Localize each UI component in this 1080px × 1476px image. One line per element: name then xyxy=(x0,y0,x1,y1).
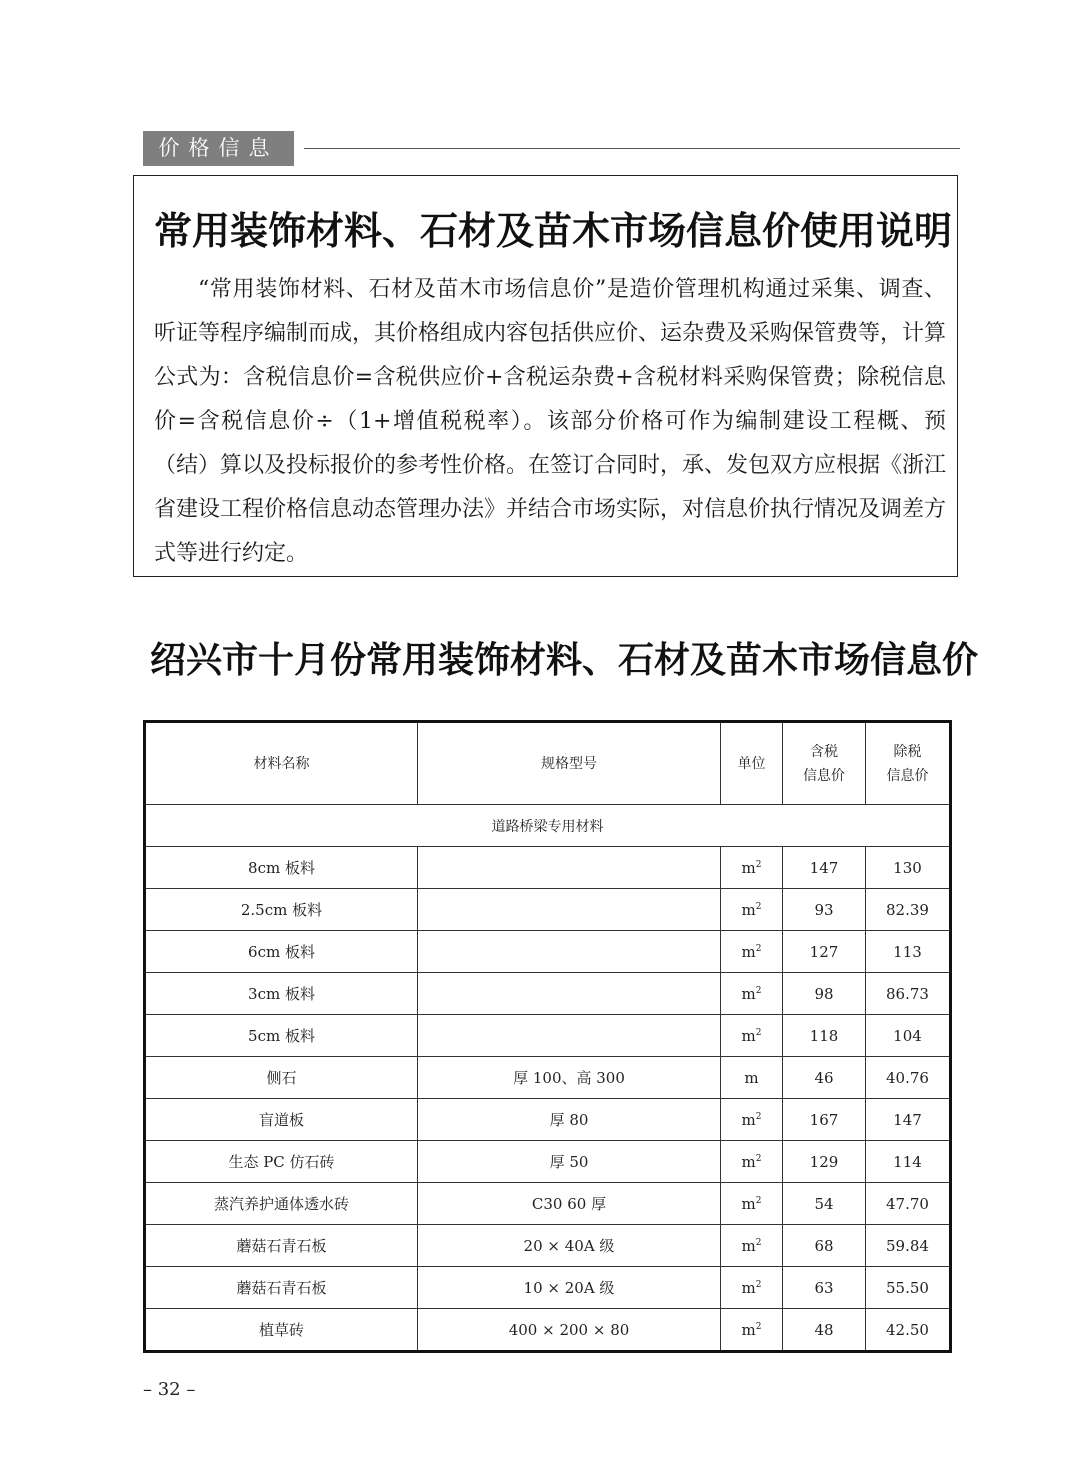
cell-name: 生态 PC 仿石砖 xyxy=(145,1141,418,1183)
cell-unit xyxy=(721,1141,783,1183)
table-row xyxy=(145,889,951,931)
unit-exponent: 2 xyxy=(755,985,762,996)
cell-spec: 厚 50 xyxy=(418,1141,721,1183)
cell-name: 蒸汽养护通体透水砖 xyxy=(145,1183,418,1225)
cell-name: 6cm 板料 xyxy=(145,931,418,973)
cell-spec: 厚 80 xyxy=(418,1099,721,1141)
cell-tax-excl: 82.39 xyxy=(866,889,951,931)
cell-tax-incl: 68 xyxy=(783,1225,866,1267)
cell-spec: C30 60 厚 xyxy=(418,1183,721,1225)
cell-spec: 10 × 20A 级 xyxy=(418,1267,721,1309)
cell-tax-incl: 118 xyxy=(783,1015,866,1057)
unit-exponent: 2 xyxy=(755,1279,762,1290)
unit-exponent: 2 xyxy=(755,1153,762,1164)
unit-base: m xyxy=(741,1152,756,1171)
cell-unit xyxy=(721,1267,783,1309)
unit-exponent: 2 xyxy=(755,859,762,870)
cell-spec xyxy=(418,889,721,931)
cell-tax-excl: 113 xyxy=(866,931,951,973)
unit-exponent: 2 xyxy=(755,1111,762,1122)
section-tag: 价格信息 xyxy=(143,131,294,166)
cell-tax-excl: 86.73 xyxy=(866,973,951,1015)
cell-tax-excl: 114 xyxy=(866,1141,951,1183)
cell-unit xyxy=(721,889,783,931)
unit-exponent: 2 xyxy=(755,1237,762,1248)
header-tax-excl-line1: 除税 xyxy=(893,743,922,760)
cell-name: 植草砖 xyxy=(145,1309,418,1352)
table-row xyxy=(145,973,951,1015)
cell-tax-excl: 47.70 xyxy=(866,1183,951,1225)
header-name: 材料名称 xyxy=(145,722,418,805)
table-row xyxy=(145,1057,951,1099)
unit-base: m xyxy=(741,900,756,919)
header-tax-incl-line2: 信息价 xyxy=(803,767,845,784)
category-row xyxy=(145,805,951,847)
cell-tax-excl: 40.76 xyxy=(866,1057,951,1099)
page-title: 绍兴市十月份常用装饰材料、石材及苗木市场信息价 xyxy=(150,640,979,681)
header-rule xyxy=(304,148,960,149)
table-row xyxy=(145,931,951,973)
header-tax-excl xyxy=(866,722,951,805)
cell-tax-excl: 55.50 xyxy=(866,1267,951,1309)
header-unit: 单位 xyxy=(721,722,783,805)
cell-tax-incl: 93 xyxy=(783,889,866,931)
unit-base: m xyxy=(741,858,756,877)
notice-body: “常用装饰材料、石材及苗木市场信息价”是造价管理机构通过采集、调查、听证等程序编制而成，其价格组成内容包括供应价、运杂费及采购保管费等，计算公式为：含税信息价=含税供应价+含税运杂费+含税材料采购保管费；除税信息价=含税信息价÷（1+增值税税率）。该部分价格可作为编制建设工程概、预（结）算以及投标报价的参考性价格。在签订合同时，承、发包双方应根据《浙江省建设工程价格信息动态管理办法》并结合市场实际，对信息价执行情况及调差方式等进行约定。 xyxy=(154,277,947,566)
unit-base: m xyxy=(741,1236,756,1255)
cell-unit xyxy=(721,1057,783,1099)
cell-unit xyxy=(721,1015,783,1057)
cell-tax-excl: 104 xyxy=(866,1015,951,1057)
cell-tax-incl: 48 xyxy=(783,1309,866,1352)
price-table xyxy=(143,720,952,1353)
cell-tax-incl: 46 xyxy=(783,1057,866,1099)
cell-tax-incl: 167 xyxy=(783,1099,866,1141)
cell-unit xyxy=(721,847,783,889)
unit-base: m xyxy=(741,1026,756,1045)
cell-unit xyxy=(721,1099,783,1141)
table-row xyxy=(145,1183,951,1225)
cell-spec: 20 × 40A 级 xyxy=(418,1225,721,1267)
cell-tax-incl: 127 xyxy=(783,931,866,973)
unit-base: m xyxy=(741,1278,756,1297)
cell-tax-incl: 129 xyxy=(783,1141,866,1183)
cell-spec: 400 × 200 × 80 xyxy=(418,1309,721,1352)
page-number: – 32 – xyxy=(143,1379,196,1400)
table-row xyxy=(145,847,951,889)
cell-tax-excl: 130 xyxy=(866,847,951,889)
header-tax-excl-line2: 信息价 xyxy=(886,767,929,784)
cell-tax-incl: 98 xyxy=(783,973,866,1015)
cell-unit xyxy=(721,973,783,1015)
table-header-row xyxy=(145,722,951,805)
cell-name: 蘑菇石青石板 xyxy=(145,1267,418,1309)
unit-exponent: 2 xyxy=(755,1321,762,1332)
cell-tax-excl: 42.50 xyxy=(866,1309,951,1352)
unit-base: m xyxy=(741,984,756,1003)
header-spec: 规格型号 xyxy=(418,722,721,805)
cell-tax-incl: 147 xyxy=(783,847,866,889)
cell-tax-incl: 54 xyxy=(783,1183,866,1225)
table-row xyxy=(145,1267,951,1309)
unit-exponent: 2 xyxy=(755,943,762,954)
cell-name: 盲道板 xyxy=(145,1099,418,1141)
table-row xyxy=(145,1099,951,1141)
unit-base: m xyxy=(741,1194,756,1213)
cell-name: 2.5cm 板料 xyxy=(145,889,418,931)
cell-name: 3cm 板料 xyxy=(145,973,418,1015)
cell-spec xyxy=(418,1015,721,1057)
cell-name: 侧石 xyxy=(145,1057,418,1099)
unit-base: m xyxy=(741,1320,756,1339)
table-row xyxy=(145,1225,951,1267)
cell-name: 5cm 板料 xyxy=(145,1015,418,1057)
cell-spec: 厚 100、高 300 xyxy=(418,1057,721,1099)
unit-exponent: 2 xyxy=(755,901,762,912)
cell-spec xyxy=(418,931,721,973)
unit-exponent: 2 xyxy=(755,1027,762,1038)
cell-unit xyxy=(721,931,783,973)
notice-box xyxy=(133,175,958,577)
table-row xyxy=(145,1141,951,1183)
cell-unit xyxy=(721,1225,783,1267)
header-tax-incl xyxy=(783,722,866,805)
cell-tax-incl: 63 xyxy=(783,1267,866,1309)
table-row xyxy=(145,1015,951,1057)
cell-spec xyxy=(418,973,721,1015)
cell-tax-excl: 59.84 xyxy=(866,1225,951,1267)
cell-unit xyxy=(721,1183,783,1225)
cell-spec xyxy=(418,847,721,889)
unit-base: m xyxy=(741,942,756,961)
category-label: 道路桥梁专用材料 xyxy=(145,805,951,847)
unit-exponent: 2 xyxy=(755,1195,762,1206)
notice-title: 常用装饰材料、石材及苗木市场信息价使用说明 xyxy=(154,209,953,253)
cell-name: 蘑菇石青石板 xyxy=(145,1225,418,1267)
cell-name: 8cm 板料 xyxy=(145,847,418,889)
header-tax-incl-line1: 含税 xyxy=(810,743,838,760)
unit-base: m xyxy=(744,1068,759,1087)
unit-base: m xyxy=(741,1110,756,1129)
cell-tax-excl: 147 xyxy=(866,1099,951,1141)
cell-unit xyxy=(721,1309,783,1352)
table-row xyxy=(145,1309,951,1352)
